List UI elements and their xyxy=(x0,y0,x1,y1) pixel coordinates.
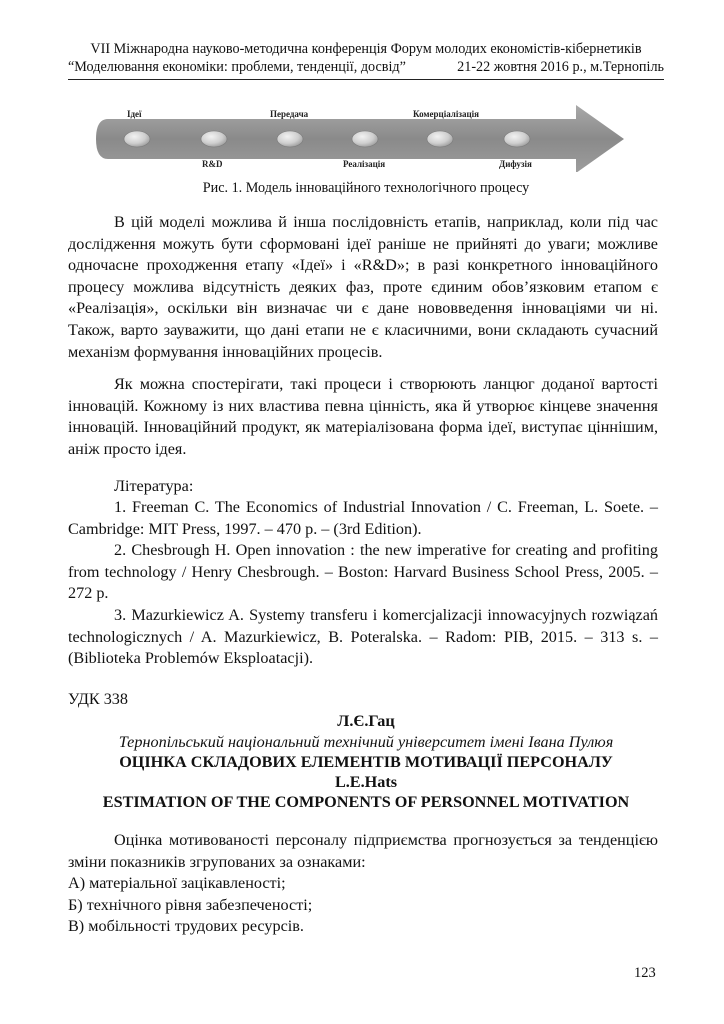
stage-label-diffusion: Дифузія xyxy=(499,159,532,169)
header-conference-title: “Моделювання економіки: проблеми, тенденції, досвід” xyxy=(68,59,406,75)
reference-item: 2. Chesbrough H. Open innovation : the new imperative for creating and profiting from technology / Henry Chesbrough. – Boston: Harvard Business School Press, 2005. – 272 p. xyxy=(68,541,658,603)
body-paragraph-1 xyxy=(68,212,658,363)
header-rule xyxy=(68,79,664,80)
stage-label-commercialization: Комерціалізація xyxy=(413,109,480,119)
stage-marker-rnd xyxy=(201,131,227,147)
stage-label-realization: Реалізація xyxy=(343,159,386,169)
stage-marker-ideas xyxy=(124,131,150,147)
paragraph-text: Як можна спостерігати, такі процеси і створюють ланцюг доданої вартості інновацій. Кожному із них властива певна цінність, яка й утворює кінцеве значення інновацій. Інноваційний продукт, як матеріалізована форма ідеї, виступає ціннішим, аніж просто ідея. xyxy=(68,375,658,458)
innovation-process-figure xyxy=(96,97,626,172)
author-ua: Л.Є.Гац xyxy=(337,712,395,730)
list-item: Б) технічного рівня забезпеченості; xyxy=(68,895,313,914)
list-item: В) мобільності трудових ресурсів. xyxy=(68,917,304,936)
paragraph-text: Оцінка мотивованості персоналу підприємства прогнозується за тенденцією зміни показників згрупованих за ознаками: xyxy=(68,831,658,871)
article-title-ua: ОЦІНКА СКЛАДОВИХ ЕЛЕМЕНТІВ МОТИВАЦІЇ ПЕРСОНАЛУ xyxy=(119,753,613,771)
article-title-en: ESTIMATION OF THE COMPONENTS OF PERSONNEL MOTIVATION xyxy=(102,793,630,811)
stage-label-rnd: R&D xyxy=(202,159,223,169)
author-en: L.E.Hats xyxy=(334,773,398,791)
criteria-list xyxy=(68,873,312,938)
page-number: 123 xyxy=(634,965,656,981)
header-line-1: VII Міжнародна науково-методична конференція Форум молодих економістів-кібернетиків xyxy=(90,41,642,57)
reference-item: 3. Mazurkiewicz A. Systemy transferu i komercjalizacji innowacyjnych rozwiązań technologicznych / A. Mazurkiewicz, B. Poteralska. – Radom: PIB, 2015. – 313 s. – (Biblioteka Problemów Eksploatacji). xyxy=(68,605,658,668)
running-header xyxy=(68,40,664,76)
body-paragraph-2 xyxy=(68,374,658,460)
affiliation: Тернопільський національний технічний університет імені Івана Пулюя xyxy=(118,733,614,751)
header-date-place: 21-22 жовтня 2016 р., м.Тернопіль xyxy=(457,59,664,75)
stage-marker-transfer xyxy=(277,131,303,147)
stage-marker-commercialization xyxy=(427,131,453,147)
references-list xyxy=(68,497,658,670)
udk-code: УДК 338 xyxy=(68,690,128,708)
stage-label-transfer: Передача xyxy=(270,109,309,119)
article-paragraph xyxy=(68,830,658,873)
stage-label-ideas: Ідеї xyxy=(127,109,142,119)
header-line-2 xyxy=(68,58,664,76)
reference-item: 1. Freeman C. The Economics of Industrial Innovation / C. Freeman, L. Soete. – Cambridge: MIT Press, 1997. – 470 p. – (3rd Edition). xyxy=(68,498,658,538)
stage-marker-diffusion xyxy=(504,131,530,147)
references-title: Література: xyxy=(114,477,194,495)
list-item: А) матеріальної зацікавленості; xyxy=(68,874,286,892)
paragraph-text: В цій моделі можлива й інша послідовність етапів, наприклад, коли під час дослідження можуть бути сформовані ідеї раніше не прийняті до уваги; можливе одночасне проходження етапу «Ідеї» і «R&D»; в разі конкретного інноваційного процесу можлива відсутність деяких фаз, проте єдиним обов’язковим етапом є «Реалізація», оскільки він визначає чи є дане нововведення інноваціями чи ні. Також, варто зауважити, що дані етапи не є класичними, вони складають сучасний механізм формування інноваційних процесів. xyxy=(68,213,658,361)
stage-marker-realization xyxy=(352,131,378,147)
figure-caption: Рис. 1. Модель інноваційного технологічного процесу xyxy=(202,180,530,196)
